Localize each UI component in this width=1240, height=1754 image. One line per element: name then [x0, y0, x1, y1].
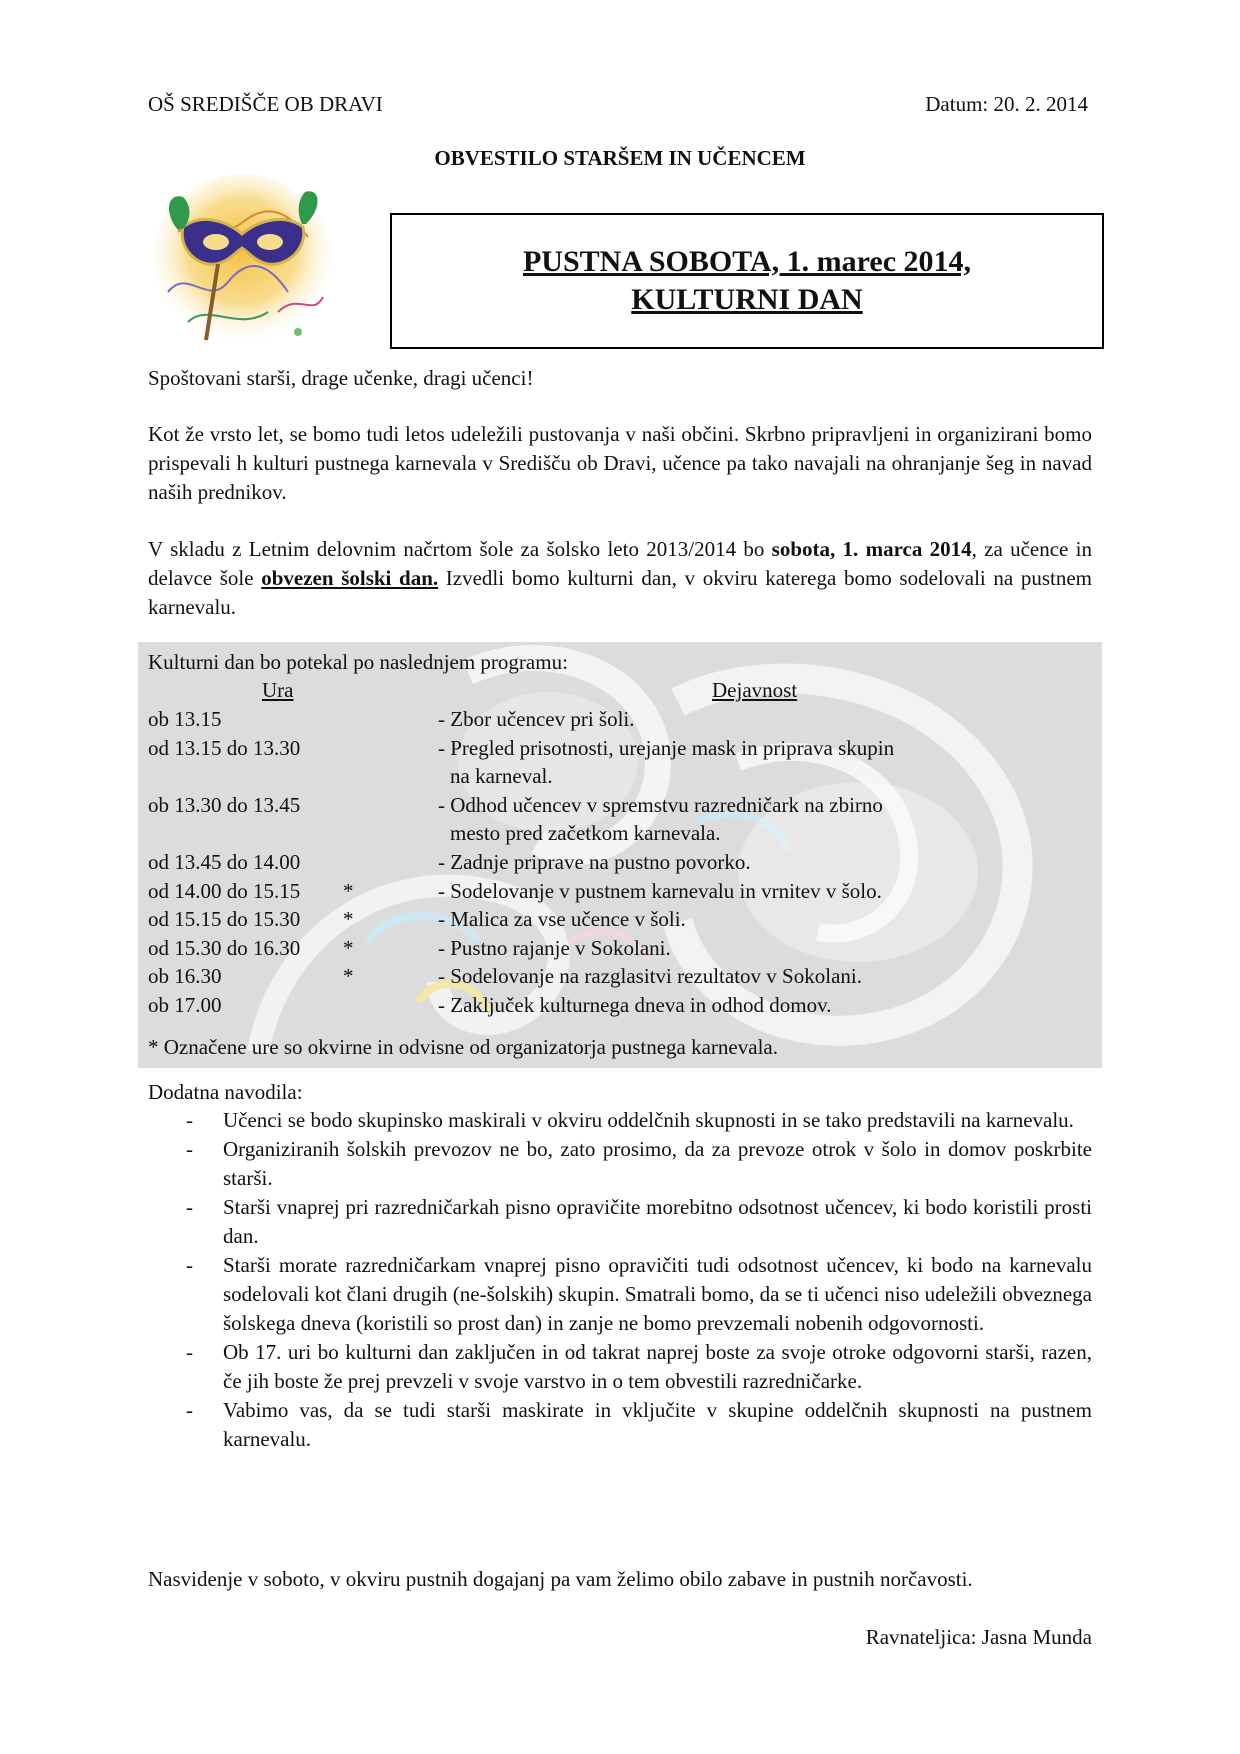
schedule-row	[148, 705, 1098, 734]
schedule-mark	[343, 705, 438, 734]
schedule-mark	[343, 991, 438, 1020]
schedule-row-continuation	[148, 762, 1098, 791]
schedule-activity: - Sodelovanje v pustnem karnevalu in vrnitev v šolo.	[438, 878, 882, 903]
schedule-paragraph	[148, 535, 1092, 622]
schedule-mark: *	[343, 935, 354, 960]
schedule-activity: - Zbor učencev pri šoli.	[438, 707, 635, 731]
schedule-row	[148, 734, 1098, 763]
column-header-activity: Dejavnost	[712, 678, 798, 702]
para2-text-2: , za učence in delavce šole	[148, 537, 1092, 590]
schedule-time: od 15.30 do 16.30	[148, 935, 301, 960]
carnival-mask-icon	[148, 172, 336, 352]
list-dash: -	[186, 1340, 193, 1364]
instruction-text: Starši morate razredničarkam vnaprej pisno opravičiti tudi odsotnost učencev, ki bodo na karnevalu sodelovali kot člani drugih (ne-šolskih) skupin. Smatrali bomo, da se ti učenci niso udeležili obveznega šolskega dneva (koristili so prost dan) in zanje ne bomo prevzemali nobenih odgovornosti.	[223, 1253, 1092, 1335]
instruction-text: Organiziranih šolskih prevozov ne bo, zato prosimo, da za prevoze otrok v šolo in domov poskrbite starši.	[223, 1137, 1092, 1190]
instructions-title: Dodatna navodila:	[148, 1080, 303, 1104]
list-item	[148, 1338, 1092, 1396]
signature: Ravnateljica: Jasna Munda	[865, 1625, 1092, 1649]
document-date: Datum: 20. 2. 2014	[925, 92, 1088, 116]
notice-heading: OBVESTILO STARŠEM IN UČENCEM	[434, 146, 806, 170]
schedule-row	[148, 991, 1098, 1020]
list-dash: -	[186, 1108, 193, 1132]
instruction-text: Ob 17. uri bo kulturni dan zaključen in od takrat naprej boste za svoje otroke odgovorni starši, razen, če jih boste že prej prevzeli v svoje varstvo in o tem obvestili razredničarke.	[223, 1340, 1092, 1393]
title-line-1: PUSTNA SOBOTA, 1. marec 2014,	[522, 245, 972, 278]
schedule-row	[148, 934, 1098, 963]
schedule-activity: - Zadnje priprave na pustno povorko.	[438, 849, 751, 874]
column-header-time: Ura	[262, 678, 294, 702]
schedule-mark	[343, 848, 438, 877]
instruction-text: Vabimo vas, da se tudi starši maskirate in vključite v skupine oddelčnih skupnosti na pustnem karnevalu.	[223, 1398, 1092, 1451]
title-box	[390, 213, 1104, 349]
instruction-text: Starši vnaprej pri razredničarkah pisno opravičite morebitno odsotnost učencev, ki bodo koristili prosti dan.	[223, 1195, 1092, 1248]
schedule-time: od 13.45 do 14.00	[148, 849, 301, 874]
closing-paragraph: Nasvidenje v soboto, v okviru pustnih dogajanj pa vam želimo obilo zabave in pustnih norčavosti.	[148, 1567, 973, 1591]
list-item	[148, 1193, 1092, 1251]
schedule-row	[148, 905, 1098, 934]
list-item	[148, 1135, 1092, 1193]
schedule-mark	[343, 734, 438, 763]
list-dash: -	[186, 1195, 193, 1219]
instructions-list	[148, 1106, 1092, 1454]
title-line-2: KULTURNI DAN	[631, 283, 863, 316]
schedule-time: ob 13.30 do 13.45	[148, 792, 301, 817]
schedule-time: od 15.15 do 15.30	[148, 907, 301, 932]
schedule-mark: *	[343, 907, 354, 932]
list-item	[148, 1396, 1092, 1454]
list-item	[148, 1251, 1092, 1338]
program-intro: Kulturni dan bo potekal po naslednjem programu:	[148, 650, 568, 674]
schedule-activity: - Pregled prisotnosti, urejanje mask in priprava skupin	[438, 735, 895, 760]
schedule-row-continuation	[148, 819, 1098, 848]
schedule-time: ob 17.00	[148, 992, 222, 1017]
schedule-row	[148, 877, 1098, 906]
schedule-mark: *	[343, 878, 354, 903]
schedule-row	[148, 791, 1098, 820]
schedule-time: ob 13.15	[148, 707, 222, 731]
schedule-footnote: * Označene ure so okvirne in odvisne od organizatorja pustnega karnevala.	[148, 1035, 778, 1059]
schedule-activity: - Odhod učencev v spremstvu razredničark na zbirno	[438, 792, 883, 817]
schedule-activity: - Zaključek kulturnega dneva in odhod domov.	[438, 992, 832, 1017]
schedule-mark	[343, 791, 438, 820]
greeting: Spoštovani starši, drage učenke, dragi učenci!	[148, 366, 534, 390]
list-dash: -	[186, 1398, 193, 1422]
schedule-table	[148, 705, 1098, 1020]
schedule-activity: - Pustno rajanje v Sokolani.	[438, 935, 671, 960]
schedule-mark: *	[343, 964, 354, 989]
para2-bold-date: sobota, 1. marca 2014	[771, 537, 972, 561]
schedule-activity-cont: na karneval.	[450, 764, 553, 789]
list-dash: -	[186, 1253, 193, 1277]
schedule-activity: - Sodelovanje na razglasitvi rezultatov v Sokolani.	[438, 964, 862, 989]
schedule-row	[148, 962, 1098, 991]
program-box	[138, 642, 1102, 1068]
schedule-activity-cont: mesto pred začetkom karnevala.	[450, 821, 721, 846]
schedule-activity: - Malica za vse učence v šoli.	[438, 907, 686, 932]
school-name: OŠ SREDIŠČE OB DRAVI	[148, 92, 383, 116]
schedule-row	[148, 848, 1098, 877]
list-dash: -	[186, 1137, 193, 1161]
para2-text-3: Izvedli bomo kulturni dan, v okviru katerega bomo sodelovali na pustnem karnevalu.	[148, 566, 1093, 619]
schedule-time: od 14.00 do 15.15	[148, 878, 301, 903]
list-item	[148, 1106, 1092, 1135]
para2-mandatory-day: obvezen šolski dan.	[261, 566, 439, 590]
para2-text-1: V skladu z Letnim delovnim načrtom šole za šolsko leto 2013/2014 bo	[148, 537, 772, 561]
instruction-text: Učenci se bodo skupinsko maskirali v okviru oddelčnih skupnosti in se tako predstavili na karnevalu.	[223, 1108, 1074, 1132]
schedule-time: od 13.15 do 13.30	[148, 735, 301, 760]
intro-paragraph: Kot že vrsto let, se bomo tudi letos udeležili pustovanja v naši občini. Skrbno pripravljeni in organizirani bomo prispevali h kulturi pustnega karnevala v Središču ob Dravi, učence pa tako navajali na ohranjanje šeg in navad naših prednikov.	[148, 422, 1092, 504]
schedule-time: ob 16.30	[148, 964, 222, 989]
